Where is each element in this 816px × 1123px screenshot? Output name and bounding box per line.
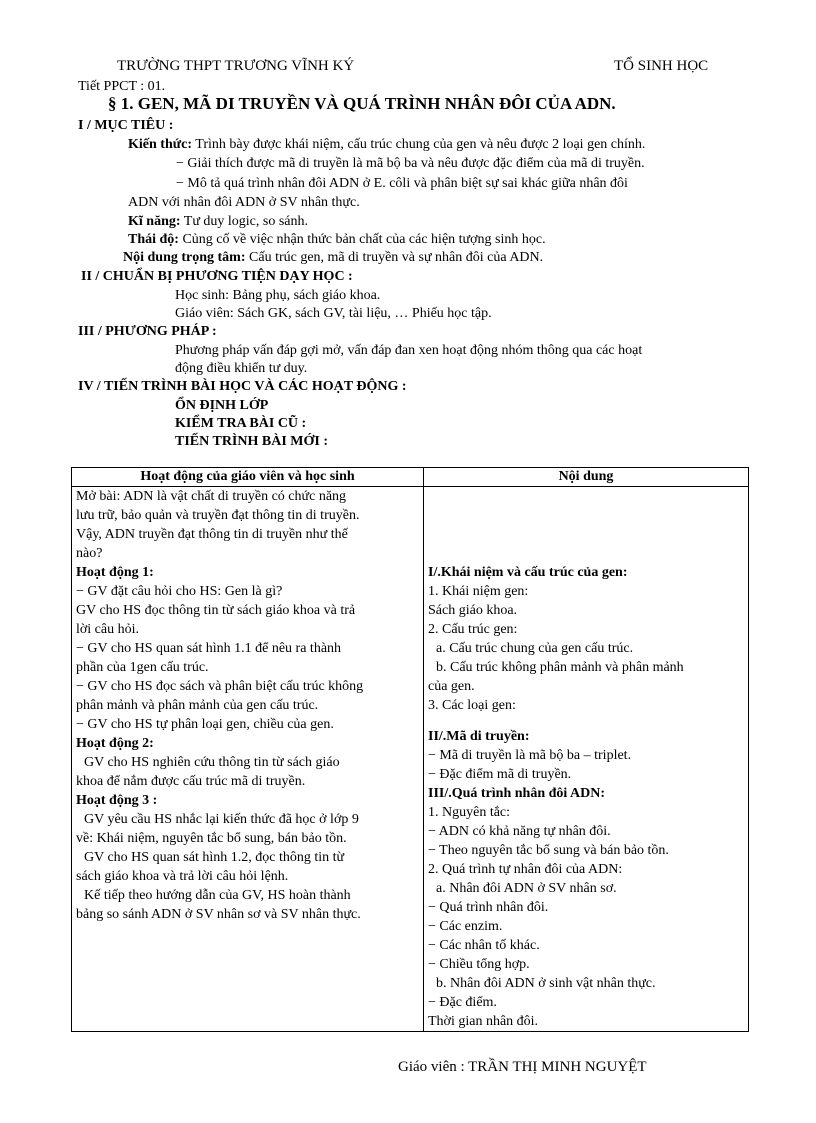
- activity-3-line-4: sách giáo khoa và trả lời câu hỏi lệnh.: [76, 869, 289, 884]
- content-section-1-line-4: a. Cấu trúc chung của gen cấu trúc.: [436, 641, 634, 656]
- focus-line: [123, 249, 543, 267]
- content-section-1-line-5: b. Cấu trúc không phân mảnh và phân mảnh: [436, 660, 684, 675]
- content-section-3-line-4: 2. Quá trình tự nhân đôi của ADN:: [428, 862, 623, 877]
- activity-3-line-5: Kế tiếp theo hướng dẫn của GV, HS hoàn thành: [84, 888, 351, 903]
- knowledge-text-1: Trình bày được khái niệm, cấu trúc chung của gen và nêu được 2 loại gen chính.: [195, 137, 646, 152]
- period-label: Tiết PPCT : 01.: [78, 79, 166, 94]
- activity-1-line-4: − GV cho HS quan sát hình 1.1 để nêu ra thành: [76, 641, 342, 656]
- method-line-2: động điều khiển tư duy.: [175, 361, 308, 376]
- activity-2-heading: Hoạt động 2:: [76, 736, 154, 751]
- content-section-2-line-1: − Mã di truyền là mã bộ ba – triplet.: [428, 748, 632, 763]
- process-step-1: ỔN ĐỊNH LỚP: [175, 398, 269, 413]
- focus-text: Cấu trúc gen, mã di truyền và sự nhân đôi của ADN.: [249, 250, 544, 265]
- content-section-3-line-2: − ADN có khả năng tự nhân đôi.: [428, 824, 611, 839]
- content-section-3-line-6: − Quá trình nhân đôi.: [428, 900, 549, 915]
- method-heading: III / PHƯƠNG PHÁP :: [78, 324, 217, 339]
- lesson-title: § 1. GEN, MÃ DI TRUYỀN VÀ QUÁ TRÌNH NHÂN ĐÔI CỦA ADN.: [108, 94, 616, 113]
- activity-2-line-2: khoa để nắm được cấu trúc mã di truyền.: [76, 774, 306, 789]
- knowledge-line-3a: − Mô tả quá trình nhân đôi ADN ở E. côli và phân biệt sự sai khác giữa nhân đôi: [176, 176, 628, 191]
- knowledge-line-1: [128, 136, 645, 154]
- attitude-line: [128, 231, 546, 249]
- activity-1-line-7: phân mảnh và phân mảnh của gen cấu trúc.: [76, 698, 319, 713]
- process-heading: IV / TIẾN TRÌNH BÀI HỌC VÀ CÁC HOẠT ĐỘNG :: [78, 379, 407, 394]
- activity-1-line-5: phần của 1gen cấu trúc.: [76, 660, 209, 675]
- content-cell: [424, 487, 749, 1032]
- content-section-1-line-7: 3. Các loại gen:: [428, 698, 516, 713]
- content-section-3-heading: III/.Quá trình nhân đôi ADN:: [428, 786, 606, 801]
- activity-1-line-6: − GV cho HS đọc sách và phân biệt cấu trúc không: [76, 679, 364, 694]
- table-header-row: [72, 468, 749, 487]
- content-section-3-line-10: b. Nhân đôi ADN ở sinh vật nhân thực.: [436, 976, 656, 991]
- knowledge-line-2: − Giải thích được mã di truyền là mã bộ ba và nêu được đặc điểm của mã di truyền.: [176, 156, 645, 171]
- table-header-activities: Hoạt động của giáo viên và học sinh: [72, 468, 424, 487]
- activity-3-line-3: GV cho HS quan sát hình 1.2, đọc thông tin từ: [84, 850, 345, 865]
- content-section-3-line-8: − Các nhân tố khác.: [428, 938, 540, 953]
- activity-1-heading: Hoạt động 1:: [76, 565, 154, 580]
- table-body-row: [72, 487, 749, 1032]
- activity-1-line-2: GV cho HS đọc thông tin từ sách giáo khoa và trả: [76, 603, 356, 618]
- preparation-teacher: Giáo viên: Sách GK, sách GV, tài liệu, … Phiếu học tập.: [175, 306, 492, 321]
- activity-1-line-3: lời câu hỏi.: [76, 622, 139, 637]
- method-line-1: Phương pháp vấn đáp gợi mở, vấn đáp đan xen hoạt động nhóm thông qua các hoạt: [175, 343, 643, 358]
- knowledge-line-3b: ADN với nhân đôi ADN ở SV nhân thực.: [128, 195, 360, 210]
- activity-3-line-1: GV yêu cầu HS nhắc lại kiến thức đã học ở lớp 9: [84, 812, 359, 827]
- skill-label: Kĩ năng:: [128, 214, 181, 229]
- content-section-1-line-3: 2. Cấu trúc gen:: [428, 622, 518, 637]
- knowledge-label: Kiến thức:: [128, 137, 193, 152]
- content-section-2-heading: II/.Mã di truyền:: [428, 729, 530, 744]
- preparation-heading: II / CHUẨN BỊ PHƯƠNG TIỆN DẠY HỌC :: [81, 269, 353, 284]
- department-name: TỔ SINH HỌC: [614, 58, 709, 74]
- activity-2-line-1: GV cho HS nghiên cứu thông tin từ sách giáo: [84, 755, 340, 770]
- intro-line-4: nào?: [76, 546, 103, 561]
- process-step-2: KIỂM TRA BÀI CŨ :: [175, 416, 307, 431]
- activities-cell: [72, 487, 424, 1032]
- skill-text: Tư duy logic, so sánh.: [183, 214, 309, 229]
- table-header-content: Nội dung: [424, 468, 749, 487]
- content-section-3-line-11: − Đặc điểm.: [428, 995, 497, 1010]
- skill-line: [128, 213, 308, 231]
- focus-label: Nội dung trọng tâm:: [123, 250, 246, 265]
- intro-line-2: lưu trữ, bảo quản và truyền đạt thông tin di truyền.: [76, 508, 360, 523]
- activity-3-line-2: về: Khái niệm, nguyên tắc bổ sung, bán bảo tồn.: [76, 831, 347, 846]
- content-section-3-line-7: − Các enzim.: [428, 919, 503, 934]
- objectives-heading: I / MỤC TIÊU :: [78, 118, 174, 133]
- activity-1-line-8: − GV cho HS tự phân loại gen, chiều của gen.: [76, 717, 334, 732]
- content-section-1-line-1: 1. Khái niệm gen:: [428, 584, 529, 599]
- attitude-label: Thái độ:: [128, 232, 179, 247]
- school-name: TRƯỜNG THPT TRƯƠNG VĨNH KÝ: [117, 58, 355, 74]
- activity-3-heading: Hoạt động 3 :: [76, 793, 158, 808]
- content-section-3-line-3: − Theo nguyên tắc bổ sung và bán bảo tồn.: [428, 843, 669, 858]
- activity-3-line-6: bảng so sánh ADN ở SV nhân sơ và SV nhân thực.: [76, 907, 361, 922]
- activity-1-line-1: − GV đặt câu hỏi cho HS: Gen là gì?: [76, 584, 283, 599]
- content-section-3-line-5: a. Nhân đôi ADN ở SV nhân sơ.: [436, 881, 617, 896]
- intro-line-3: Vậy, ADN truyền đạt thông tin di truyền như thế: [76, 527, 348, 542]
- content-section-3-line-12: Thời gian nhân đôi.: [428, 1014, 539, 1029]
- content-section-1-line-6: của gen.: [428, 679, 475, 694]
- intro-line-1: Mở bài: ADN là vật chất di truyền có chức năng: [76, 489, 347, 504]
- attitude-text: Củng cố về việc nhận thức bản chất của các hiện tượng sinh học.: [182, 232, 546, 247]
- lesson-table: [71, 467, 749, 1032]
- content-section-1-line-2: Sách giáo khoa.: [428, 603, 518, 618]
- content-section-2-line-2: − Đặc điểm mã di truyền.: [428, 767, 572, 782]
- process-step-3: TIẾN TRÌNH BÀI MỚI :: [175, 434, 328, 449]
- content-section-3-line-1: 1. Nguyên tắc:: [428, 805, 511, 820]
- content-section-3-line-9: − Chiều tổng hợp.: [428, 957, 530, 972]
- content-section-1-heading: I/.Khái niệm và cấu trúc của gen:: [428, 565, 628, 580]
- teacher-signature: Giáo viên : TRẦN THỊ MINH NGUYỆT: [398, 1059, 647, 1075]
- preparation-students: Học sinh: Bảng phụ, sách giáo khoa.: [175, 288, 381, 303]
